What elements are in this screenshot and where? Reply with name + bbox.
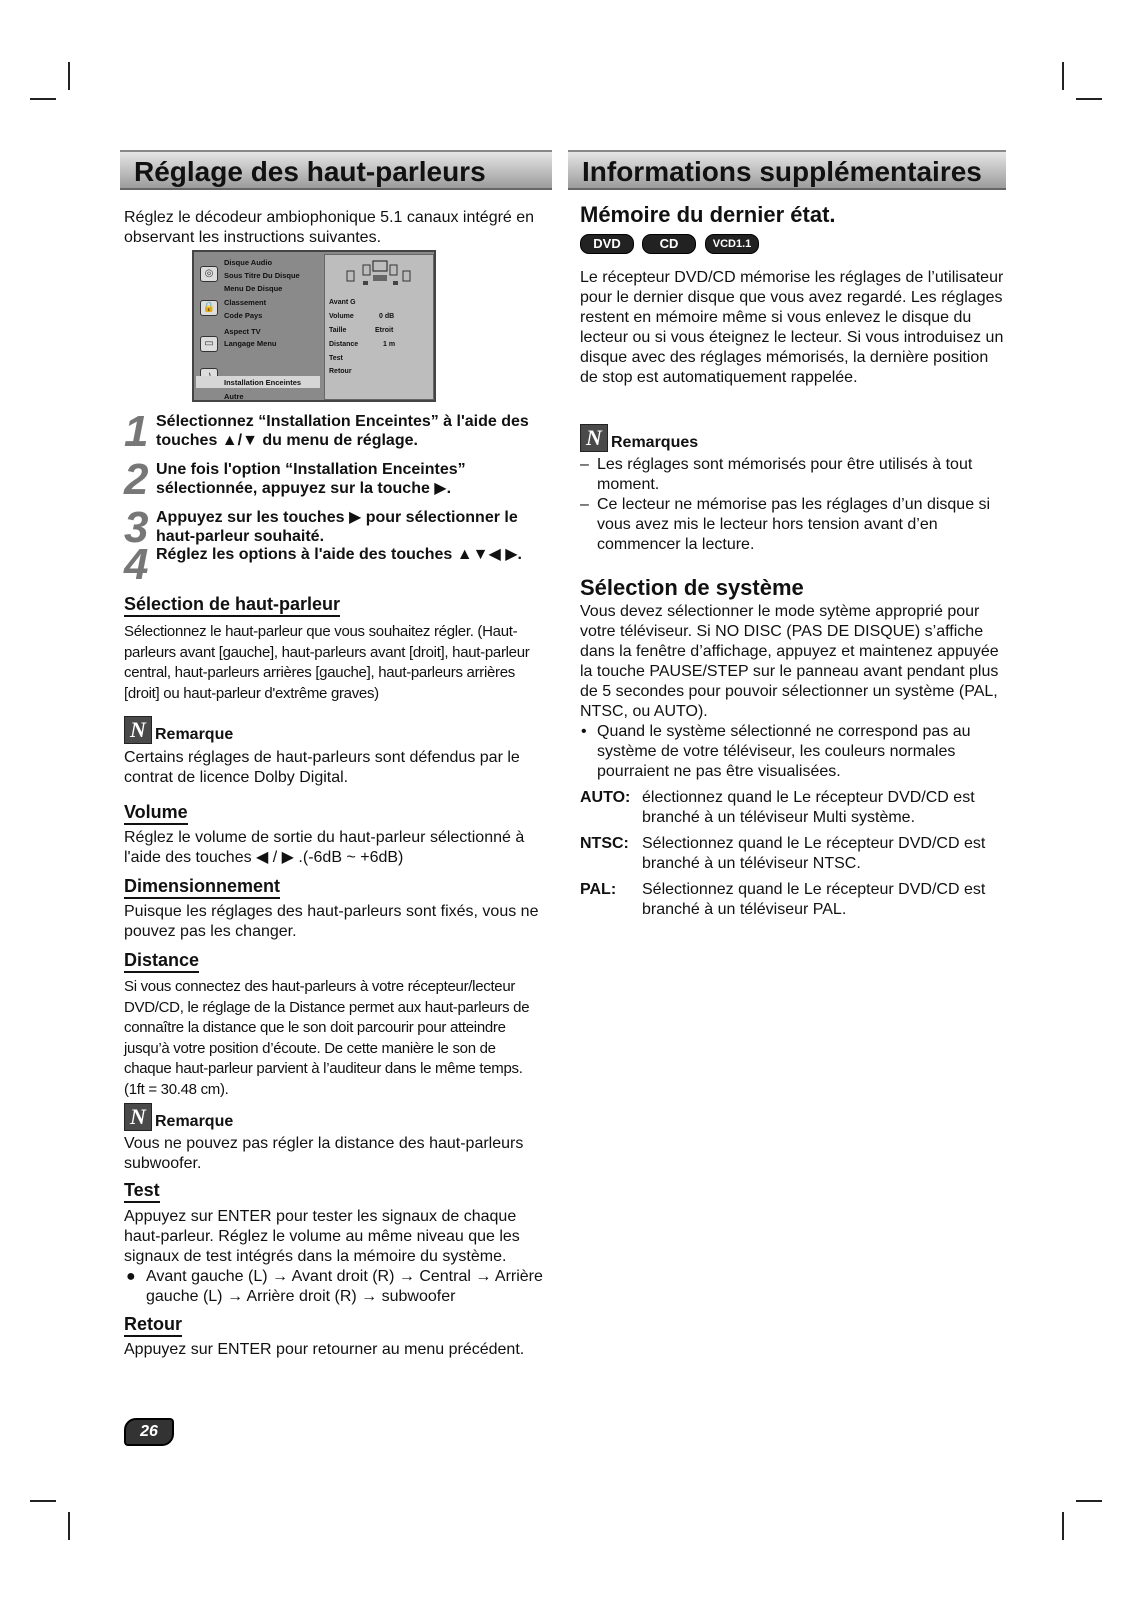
bullet-text: Avant gauche (L) → Avant droit (R) → Central → Arrière gauche (L) → Arrière droit (R) → subwoofer (146, 1268, 543, 1305)
def-auto (580, 788, 1012, 830)
panel-value: 1 m (383, 341, 396, 348)
crop-mark (1062, 62, 1064, 90)
page-number: 26 (124, 1418, 174, 1446)
step-number: 2 (124, 455, 149, 504)
section-heading: Dimensionnement (124, 876, 280, 897)
step-1 (124, 407, 552, 456)
badge-cd: CD (642, 234, 696, 254)
section-heading: Volume (124, 802, 188, 823)
list-item: Ce lecteur ne mémorise pas les réglages d’un disque si vous avez mis le lecteur hors tension avant d’en commencer la lecture. (597, 496, 991, 553)
note-label: Remarque (155, 1113, 234, 1130)
bullet-dot: • (581, 723, 587, 740)
step-text: Sélectionnez “Installation Enceintes” à l'aide des touches ▲/▼ du menu de réglage. (156, 413, 529, 449)
menu-item[interactable]: Installation Enceintes (224, 378, 302, 387)
intro-text: Réglez le décodeur ambiophonique 5.1 canaux intégré en observant les instructions suivantes. (124, 209, 535, 246)
step-text: Appuyez sur les touches ▶ pour sélectionner le haut-parleur souhaité. (156, 509, 518, 545)
section-text: Appuyez sur ENTER pour tester les signaux de chaque haut-parleur. Réglez le volume au même niveau que les signaux de test intégrés dans la mémoire du système. (124, 1208, 520, 1265)
section-text: Sélectionnez le haut-parleur que vous souhaitez régler. (Haut-parleurs avant [gauche], haut-parleurs avant [droit], haut-parleur central, haut-parleurs arrières [gauche], haut-parleurs arrières [droit] ou haut-parleur d'extrême graves) (124, 623, 530, 702)
def-ntsc (580, 834, 1012, 876)
menu-list (194, 252, 322, 400)
section-heading: Sélection de haut-parleur (124, 594, 340, 615)
section-text: Vous devez sélectionner le mode sytème approprié pour votre téléviseur. Si NO DISC (PAS DE DISQUE) s’affiche dans la fenêtre d’affichage, appuyez et maintenez appuyée la touche PAUSE/STEP sur le panneau avant pendant plus de 5 secondes pour pouvoir sélectionner un système (PAL, NTSC, ou AUTO). (580, 603, 999, 720)
step-2 (124, 455, 552, 504)
def-value: Sélectionnez quand le Le récepteur DVD/CD est branché à un téléviseur NTSC. (642, 835, 986, 872)
section-text: Appuyez sur ENTER pour retourner au menu précédent. (124, 1341, 525, 1358)
note-text: Vous ne pouvez pas régler la distance des haut-parleurs subwoofer. (124, 1135, 524, 1172)
note-icon: N (580, 424, 608, 452)
note-1 (124, 716, 324, 744)
section-heading: Retour (124, 1314, 182, 1335)
menu-item[interactable]: Sous Titre Du Disque (224, 271, 300, 280)
disc-icon: ◎ (200, 266, 218, 282)
menu-item[interactable]: Autre (224, 392, 244, 401)
section-heading: Test (124, 1180, 160, 1201)
list-dash: – (580, 456, 589, 473)
crop-mark (30, 98, 56, 100)
section-text: Puisque les réglages des haut-parleurs sont fixés, vous ne pouvez pas les changer. (124, 903, 539, 940)
note-icon: N (124, 1103, 152, 1131)
menu-item[interactable]: Code Pays (224, 311, 263, 320)
def-key: AUTO: (580, 789, 631, 806)
section-heading: Mémoire du dernier état. (580, 202, 836, 227)
lock-icon: 🔒 (200, 300, 218, 316)
def-key: NTSC: (580, 835, 629, 852)
speaker-setup-menu (192, 250, 436, 402)
menu-item[interactable]: Langage Menu (224, 339, 277, 348)
panel-label: Test (329, 355, 343, 362)
def-value: électionnez quand le Le récepteur DVD/CD est branché à un téléviseur Multi système. (642, 789, 975, 826)
crop-mark (68, 62, 70, 90)
note-label: Remarque (155, 726, 234, 743)
badge-vcd: VCD1.1 (705, 234, 759, 254)
panel-label: Retour (329, 368, 352, 375)
step-number: 1 (124, 407, 149, 456)
list-item: Les réglages sont mémorisés pour être utilisés à tout moment. (597, 456, 973, 493)
panel-value: 0 dB (379, 313, 395, 320)
panel-value: Etroit (375, 327, 394, 334)
section-text: Réglez le volume de sortie du haut-parleur sélectionné à l'aide des touches ◀ / ▶ .(-6dB ~ +6dB) (124, 829, 525, 866)
menu-item[interactable]: Menu De Disque (224, 284, 283, 293)
step-text: Réglez les options à l'aide des touches ▲▼◀ ▶. (156, 546, 522, 563)
section-heading: Distance (124, 950, 199, 971)
step-number: 3 (124, 503, 149, 552)
panel-label: Avant G (329, 299, 356, 306)
menu-panel (324, 254, 434, 400)
note-2 (124, 1103, 324, 1131)
crop-mark (1076, 98, 1102, 100)
tv-icon: ▭ (200, 336, 218, 352)
note-text: Certains réglages de haut-parleurs sont défendus par le contrat de licence Dolby Digital. (124, 749, 520, 786)
section-text: Si vous connectez des haut-parleurs à votre récepteur/lecteur DVD/CD, le réglage de la Distance permet aux haut-parleurs de connaître la distance que le son doit parcourir pour atteindre jusqu’à votre position d’écoute. De cette manière le son de chaque haut-parleur parvient à l’auditeur dans le même temps. (1ft = 30.48 cm). (124, 978, 530, 1098)
note-remarques (580, 424, 780, 452)
def-key: PAL: (580, 881, 617, 898)
def-value: Sélectionnez quand le Le récepteur DVD/CD est branché à un téléviseur PAL. (642, 881, 986, 918)
bullet-dot: ● (126, 1268, 136, 1285)
def-pal (580, 880, 1012, 922)
note-label: Remarques (611, 434, 699, 451)
panel-label: Distance (329, 341, 359, 348)
right-title-banner: Informations supplémentaires (568, 150, 1006, 190)
menu-item[interactable]: Disque Audio (224, 258, 273, 267)
menu-item[interactable]: Classement (224, 298, 267, 307)
step-text: Une fois l'option “Installation Enceintes” sélectionnée, appuyez sur la touche ▶. (156, 461, 466, 497)
panel-label: Taille (329, 327, 347, 334)
crop-mark (30, 1500, 56, 1502)
crop-mark (1062, 1512, 1064, 1540)
section-heading: Sélection de système (580, 575, 804, 600)
crop-mark (68, 1512, 70, 1540)
note-icon: N (124, 716, 152, 744)
section-text: Le récepteur DVD/CD mémorise les réglages de l’utilisateur pour le dernier disque que vous avez regardé. Les réglages restent en mémoire même si vous enlevez le disque du lecteur ou si vous éteignez le lecteur. Si vous introduisez un disque avec des réglages mémorisés, la dernière position de stop est automatiquement rappelée. (580, 269, 1004, 386)
panel-label: Volume (329, 313, 354, 320)
bullet-text: Quand le système sélectionné ne correspond pas au système de votre téléviseur, les couleurs normales pourraient ne pas être visualisées. (597, 723, 971, 780)
step-number: 4 (124, 540, 149, 589)
speaker-layout-icon (327, 257, 431, 297)
list-dash: – (580, 496, 589, 513)
crop-mark (1076, 1500, 1102, 1502)
left-title-banner: Réglage des haut-parleurs (120, 150, 552, 190)
step-3 (124, 503, 552, 552)
menu-item[interactable]: Aspect TV (224, 327, 261, 336)
step-4 (124, 540, 552, 589)
badge-dvd: DVD (580, 234, 634, 254)
